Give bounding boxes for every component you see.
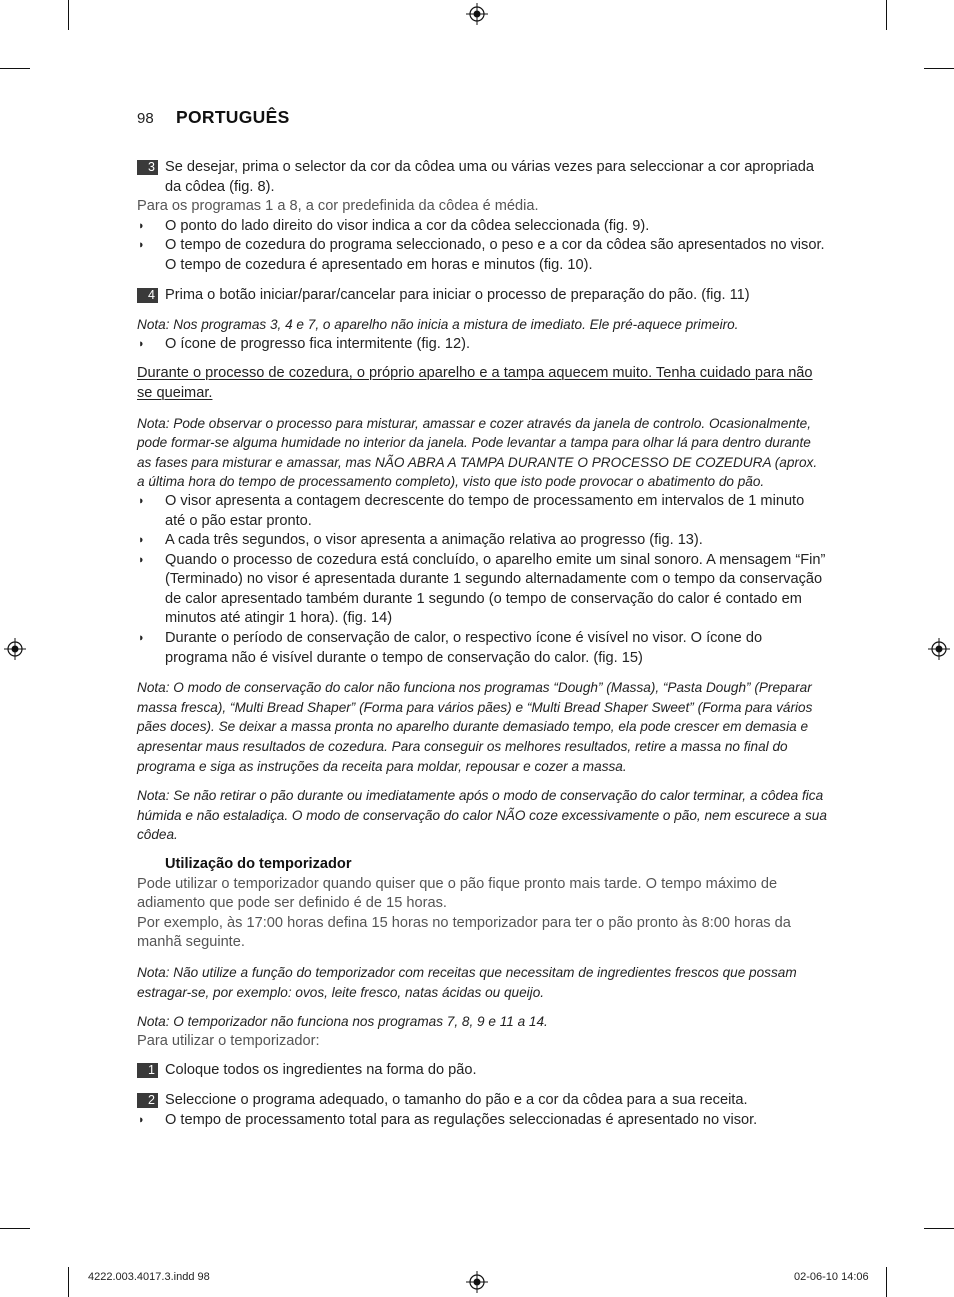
crop-mark [68,0,69,30]
timer-step-2 [137,1091,827,1111]
list-item [137,1111,827,1131]
step-4 [137,286,827,306]
page-number: 98 [137,110,154,127]
list-item [137,492,827,531]
page-title: PORTUGUÊS [176,107,290,127]
bullet-text: O visor apresenta a contagem decrescente do tempo de processamento em intervalos de 1 minuto até o pão estar pronto. [165,492,805,529]
paragraph: Para utilizar o temporizador: [137,1032,320,1049]
crop-mark [68,1267,69,1297]
step-number: 4 [137,288,158,303]
timer-step-1 [137,1061,827,1081]
step-3 [137,158,827,197]
note: Nota: O temporizador não funciona nos programas 7, 8, 9 e 11 a 14. [137,1014,548,1030]
step-text: Seleccione o programa adequado, o tamanho do pão e a cor da côdea para a sua receita. [165,1091,748,1108]
list-item [137,551,827,629]
triangle-bullet-icon: ◗ [138,337,145,350]
step-number: 2 [137,1093,158,1108]
registration-mark-icon [4,638,26,660]
bullet-text: Durante o período de conservação de calor, o respectivo ícone é visível no visor. O ícone do programa não é visível durante o tempo de conservação do calor. (fig. 15) [165,630,763,666]
bullet-text: A cada três segundos, o visor apresenta a animação relativa ao progresso (fig. 13). [165,532,703,549]
default-crust-note: Para os programas 1 a 8, a cor predefinida da côdea é média. [137,198,539,215]
crop-mark [0,1228,30,1229]
page-content [137,158,827,1130]
list-item [137,629,827,668]
paragraph: Por exemplo, às 17:00 horas defina 15 horas no temporizador para ter o pão pronto às 8:00 horas da manhã seguinte. [137,914,791,951]
bullet-text: Quando o processo de cozedura está concluído, o aparelho emite um sinal sonoro. A mensagem “Fin” (Terminado) no visor é apresentada durante 1 segundo alternadamente com o tempo da conservação de calor apresentado também durante 1 segundo (o tempo de conservação do calor é contado em minutos até atingir 1 hora). (fig. 14) [165,551,826,627]
triangle-bullet-icon: ◗ [138,494,145,507]
list-item [137,335,827,355]
step-number: 3 [137,160,158,175]
step-number: 1 [137,1063,158,1078]
footer-date: 02-06-10 14:06 [794,1271,869,1283]
crop-mark [924,1228,954,1229]
bullet-text: O ícone de progresso fica intermitente (fig. 12). [165,335,470,352]
triangle-bullet-icon: ◗ [138,534,145,547]
registration-mark-icon [928,638,950,660]
footer-file-info: 4222.003.4017.3.indd 98 [88,1271,210,1283]
note: Nota: Se não retirar o pão durante ou imediatamente após o modo de conservação do calor terminar, a côdea fica húmida e não estaladiça. O modo de conservação do calor NÃO coze excessivamente o pão, nem escurece a sua côdea. [137,788,827,843]
bullet-text: O tempo de processamento total para as regulações seleccionadas é apresentado no visor. [165,1111,758,1128]
triangle-bullet-icon: ◗ [138,553,145,566]
crop-mark [0,68,30,69]
crop-mark [886,0,887,30]
step-text: Prima o botão iniciar/parar/cancelar para iniciar o processo de preparação do pão. (fig. 11) [165,286,750,303]
section-heading: Utilização do temporizador [165,856,352,872]
note: Nota: O modo de conservação do calor não funciona nos programas “Dough” (Massa), “Pasta Dough” (Preparar massa fresca), “Multi Bread Shaper” (Forma para vários pães) e “Multi Bread Shaper Sweet” (Forma para vários pães doces). Se deixar a massa pronta no aparelho durante demasiado tempo, ela pode crescer em demasia e apresentar maus resultados de cozedura. Para conseguir os melhores resultados, retire a massa no final do programa e siga as instruções da receita para moldar, repousar e cozer a massa. [137,680,813,774]
crop-mark [886,1267,887,1297]
list-item [137,236,827,275]
paragraph: Pode utilizar o temporizador quando quiser que o pão fique pronto mais tarde. O tempo máximo de adiamento que pode ser definido é de 15 horas. [137,875,778,912]
registration-mark-icon [466,1271,488,1293]
list-item [137,531,827,551]
warning-text: Durante o processo de cozedura, o próprio aparelho e a tampa aquecem muito. Tenha cuidado para não se queimar. [137,365,813,401]
triangle-bullet-icon: ◗ [138,632,145,645]
triangle-bullet-icon: ◗ [138,219,145,232]
note: Nota: Nos programas 3, 4 e 7, o aparelho não inicia a mistura de imediato. Ele pré-aquece primeiro. [137,317,739,333]
step-text: Coloque todos os ingredientes na forma do pão. [165,1062,477,1079]
note: Nota: Não utilize a função do temporizador com receitas que necessitam de ingredientes frescos que possam estragar-se, por exemplo: ovos, leite fresco, natas ácidas ou queijo. [137,964,797,1000]
registration-mark-icon [466,3,488,25]
note: Nota: Pode observar o processo para misturar, amassar e cozer através da janela de controlo. Ocasionalmente, pode formar-se alguma humidade no interior da janela. Pode levantar a tampa para olhar lá para dentro durante as fases para misturar e amassar, mas NÃO ABRA A TAMPA DURANTE O PROCESSO DE COZEDURA (aprox. a última hora do tempo de processamento completo), visto que isto pode provocar o abatimento do pão. [137,415,818,490]
bullet-text: O tempo de cozedura do programa seleccionado, o peso e a cor da côdea são apresentados no visor. O tempo de cozedura é apresentado em horas e minutos (fig. 10). [165,237,825,273]
crop-mark [924,68,954,69]
list-item [137,217,827,237]
triangle-bullet-icon: ◗ [138,1113,145,1126]
step-text: Se desejar, prima o selector da cor da côdea uma ou várias vezes para seleccionar a cor apropriada da côdea (fig. 8). [165,159,814,195]
triangle-bullet-icon: ◗ [138,239,145,252]
bullet-text: O ponto do lado direito do visor indica a cor da côdea seleccionada (fig. 9). [165,217,650,234]
